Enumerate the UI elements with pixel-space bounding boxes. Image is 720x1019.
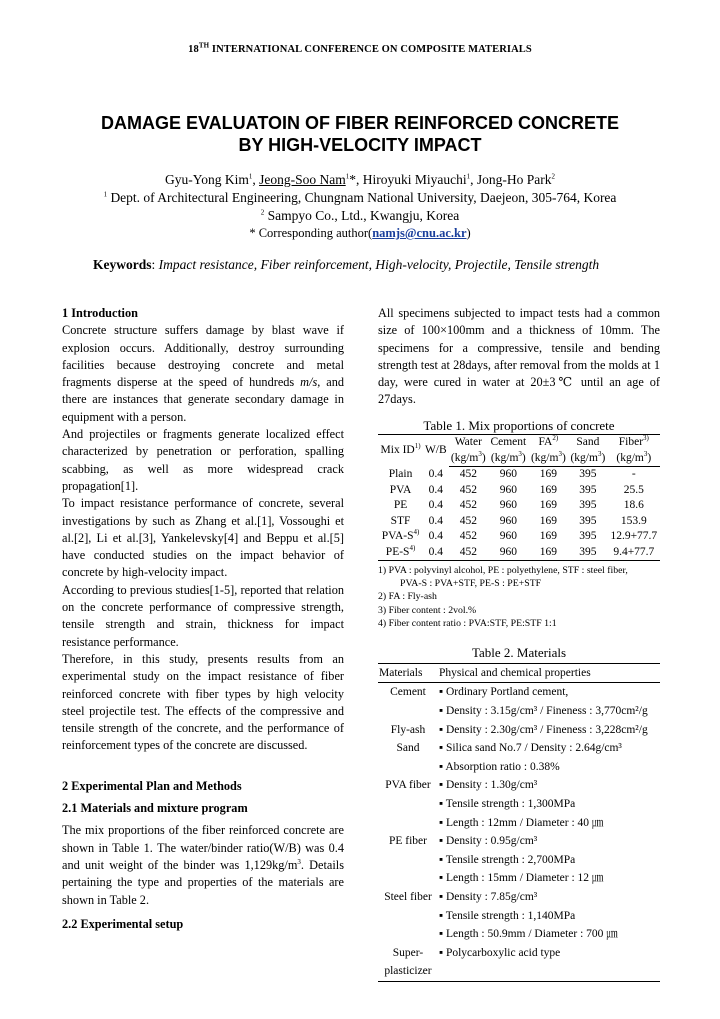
- t2-cell-material: Cement: [390, 686, 426, 699]
- t1-cell-water: 452: [459, 514, 477, 527]
- t1-cell-wb: 0.4: [428, 530, 444, 543]
- t1-header-fiber: [608, 435, 660, 451]
- t2-cell-material: [378, 869, 438, 888]
- t2-cell-property: ▪ Density : 7.85g/cm³: [439, 890, 538, 903]
- author-4: Jong-Ho Park: [476, 172, 552, 187]
- table-row: [378, 483, 660, 499]
- section-2-2-heading: 2.2 Experimental setup: [62, 916, 184, 931]
- author-3-affil: 1: [466, 172, 471, 181]
- corresponding-mark: *: [349, 172, 356, 187]
- intro-paragraph-3: To impact resistance performance of concrete, several investigations by such as Zhang et al.[1], Vossoughi et al.[2], Li et al.[3], Yankelevsky[4] and Beppu et al.[5] have conducted studies on the impact behavior of concrete by high-velocity impact.: [62, 496, 344, 580]
- author-4-affil: 2: [551, 172, 555, 181]
- table-row: [378, 758, 660, 777]
- t1-mix-id-text: PVA: [389, 483, 412, 496]
- right-column: [378, 305, 660, 982]
- table-2-header-row: [378, 664, 660, 683]
- t1-mix-id-text: PVA-S: [381, 530, 414, 543]
- table-1-notes: [378, 564, 660, 630]
- t1-cell-fiber: 25.5: [623, 483, 644, 496]
- affiliation-2-text: Sampyo Co., Ltd., Kwangju, Korea: [264, 208, 460, 223]
- table-row: [378, 721, 660, 740]
- table-2-caption: Table 2. Materials: [471, 645, 567, 661]
- t2-cell-property: ▪ Tensile strength : 1,140MPa: [439, 909, 576, 922]
- t1-cell-cement: 960: [488, 545, 529, 561]
- t2-cell-property: ▪ Absorption ratio : 0.38%: [439, 760, 560, 773]
- t1-unit: [529, 451, 569, 467]
- t1-cell-mix-id: [378, 514, 423, 530]
- title-line-2: BY HIGH-VELOCITY IMPACT: [238, 135, 482, 155]
- intro-paragraph-1: [62, 322, 344, 426]
- t2-cell-material: [378, 907, 438, 926]
- table-row: [378, 851, 660, 870]
- t1-unit-end: ): [647, 451, 652, 464]
- table-row: [378, 529, 660, 545]
- t1-header-fa: [529, 435, 569, 451]
- running-header: [0, 41, 720, 55]
- t2-cell-property: ▪ Ordinary Portland cement,: [439, 686, 569, 699]
- t1-cell-water: 452: [449, 545, 489, 561]
- t1-header-fa-sup: 2): [552, 434, 559, 443]
- t2-cell-material: Fly-ash: [390, 723, 426, 736]
- section-1-heading: 1 Introduction: [62, 306, 138, 320]
- t1-mix-id-text: PE: [393, 499, 408, 512]
- materials-p-part-b: . Details pertaining the type and properties of the materials are shown in Table 2.: [62, 857, 344, 907]
- t1-cell-sand: 395: [579, 530, 597, 543]
- table-row: [378, 814, 660, 833]
- t2-cell-property: ▪ Length : 15mm / Diameter : 12 ㎛: [439, 872, 604, 885]
- t1-note-1: 1) PVA : polyvinyl alcohol, PE : polyethylene, STF : steel fiber,: [378, 565, 628, 577]
- t1-cell-water: 452: [459, 530, 477, 543]
- table-1-body: [378, 467, 660, 561]
- left-column: [62, 305, 344, 933]
- t1-header-cement: Cement: [488, 435, 529, 451]
- table-row: [378, 702, 660, 721]
- t1-unit-end: ): [561, 451, 566, 464]
- t1-cell-fa: 169: [539, 483, 557, 496]
- t1-unit-end: ): [521, 451, 526, 464]
- intro-p1-part-b: , and there are instances that generate secondary damage in equipment with a person.: [62, 375, 344, 424]
- t1-mix-id-text: Plain: [388, 467, 413, 480]
- t1-unit-end: ): [481, 451, 486, 464]
- keywords: [93, 257, 693, 273]
- table-row: [378, 962, 660, 981]
- t2-cell-material: Super-: [392, 946, 424, 959]
- t2-cell-material: PE fiber: [388, 835, 427, 848]
- t1-unit: [608, 451, 660, 467]
- t1-unit-text: (kg/m: [530, 451, 559, 464]
- t2-cell-material: [378, 814, 438, 833]
- table-1-caption: Table 1. Mix proportions of concrete: [423, 417, 615, 433]
- t1-header-sand: Sand: [568, 435, 608, 451]
- t1-cell-wb: 0.4: [428, 483, 444, 496]
- t1-header-mix-text: Mix ID: [380, 444, 415, 457]
- corresponding-prefix: * Corresponding author(: [249, 226, 373, 240]
- table-row: [378, 498, 660, 514]
- corresponding-author: [0, 226, 720, 241]
- t1-cell-fiber: 12.9+77.7: [610, 530, 658, 543]
- t1-mix-id-text: STF: [390, 514, 411, 527]
- author-1: Gyu-Yong Kim: [165, 172, 249, 187]
- table-row: [378, 739, 660, 758]
- t2-cell-property: ▪ Length : 12mm / Diameter : 40 ㎛: [439, 816, 604, 829]
- t1-mix-id-text: PE-S: [385, 545, 410, 558]
- t1-cell-wb: 0.4: [428, 514, 444, 527]
- intro-p1-unit: m/s: [300, 375, 318, 390]
- t2-cell-property: ▪ Polycarboxylic acid type: [439, 946, 561, 959]
- t1-header-wb: W/B: [423, 435, 448, 467]
- table-1-mix-proportions: [378, 434, 660, 561]
- t1-cell-fa: 169: [539, 468, 557, 481]
- t1-cell-mix-id: [378, 467, 423, 483]
- intro-p1-part-a: Concrete structure suffers damage by blast wave if explosion occurs. Additionally, destroy surrounding facilities because destroying concrete and metal fragments disperse at the speed of hundreds: [62, 323, 344, 390]
- t1-cell-cement: 960: [499, 483, 517, 496]
- table-row: [378, 467, 660, 483]
- t2-cell-property: ▪ Density : 0.95g/cm³: [439, 835, 538, 848]
- email-link[interactable]: namjs@cnu.ac.kr: [372, 226, 467, 240]
- t1-cell-water: 452: [459, 483, 477, 496]
- t1-unit-sup: 3: [558, 449, 562, 458]
- t1-cell-fa: 169: [539, 499, 557, 512]
- table-2-materials: [378, 663, 660, 982]
- table-row: [378, 776, 660, 795]
- t1-cell-sand: 395: [579, 514, 597, 527]
- table-row: [378, 832, 660, 851]
- t2-cell-property: ▪ Tensile strength : 2,700MPa: [439, 853, 576, 866]
- section-2-1-heading: 2.1 Materials and mixture program: [62, 801, 248, 816]
- author-3: Hiroyuki Miyauchi: [362, 172, 467, 187]
- t2-cell-property: ▪ Density : 3.15g/cm³ / Fineness : 3,770cm²/g: [439, 704, 648, 717]
- table-row: [378, 545, 660, 561]
- t1-cell-wb: 0.4: [428, 499, 444, 512]
- t1-mix-id-sup: 4): [409, 543, 416, 552]
- table-2-body: [378, 683, 660, 982]
- t1-cell-sand: 395: [579, 483, 597, 496]
- author-1-affil: 1: [248, 172, 253, 181]
- t1-cell-fiber: 18.6: [623, 499, 644, 512]
- t1-header-mix-sup: 1): [414, 442, 421, 451]
- t1-header-fa-text: FA: [538, 436, 553, 449]
- t1-cell-fiber: -: [631, 468, 636, 481]
- t1-cell-water: 452: [459, 499, 477, 512]
- t1-cell-fa: 169: [539, 530, 557, 543]
- materials-p-part-a: The mix proportions of the fiber reinforced concrete are shown in Table 1. The water/binder ratio(W/B) was 0.4 and unit weight of the binder was 1,129kg/m: [62, 823, 344, 872]
- t1-cell-fa: 169: [529, 545, 569, 561]
- affiliation-1-number: 1: [103, 190, 108, 199]
- intro-paragraph-5: Therefore, in this study, presents results from an experimental study on the impact resistance of fiber reinforced concrete with fiber types by high velocity steel projectile test. The effects of the compressive and tensile strength of the concrete, and the performance of reinforcement types of the concrete are discussed.: [62, 651, 344, 753]
- keywords-text: Impact resistance, Fiber reinforcement, High-velocity, Projectile, Tensile strength: [158, 257, 600, 272]
- t2-cell-material: Sand: [396, 742, 420, 755]
- t1-note-2: 2) FA : Fly-ash: [378, 591, 437, 603]
- t2-cell-property: ▪ Length : 50.9mm / Diameter : 700 ㎛: [439, 928, 618, 941]
- keywords-separator: :: [151, 257, 159, 272]
- t1-cell-mix-id: [378, 545, 423, 561]
- t1-unit-sup: 3: [597, 449, 602, 458]
- t1-cell-water: 452: [459, 468, 477, 481]
- header-number: 18: [188, 44, 199, 55]
- affiliation-1: [0, 190, 720, 206]
- t1-cell-fiber: 9.4+77.7: [608, 545, 660, 561]
- t1-cell-wb: 0.4: [423, 545, 448, 561]
- t2-header-materials: Materials: [378, 664, 438, 683]
- table-row: [378, 888, 660, 907]
- table-row: [378, 514, 660, 530]
- section-2-heading: 2 Experimental Plan and Methods: [62, 778, 242, 793]
- t1-unit-sup: 3: [518, 449, 522, 458]
- t1-cell-mix-id: [378, 529, 423, 545]
- t1-unit-text: (kg/m: [616, 451, 644, 464]
- t1-cell-fiber: 153.9: [620, 514, 647, 527]
- table-row: [378, 907, 660, 926]
- t1-mix-id-sup: 4): [413, 528, 420, 537]
- t2-cell-material: Steel fiber: [384, 890, 432, 903]
- t1-unit: [568, 451, 608, 467]
- t1-cell-sand: 395: [579, 468, 597, 481]
- t2-cell-property: ▪ Tensile strength : 1,300MPa: [439, 797, 576, 810]
- table-row: [378, 925, 660, 944]
- t1-unit-text: (kg/m: [490, 451, 519, 464]
- t1-cell-cement: 960: [499, 530, 517, 543]
- t1-header-fiber-sup: 3): [643, 434, 649, 443]
- t1-unit-sup: 3: [478, 449, 482, 458]
- t2-cell-material: [378, 925, 438, 944]
- t2-cell-material: [378, 795, 438, 814]
- t1-unit-sup: 3: [643, 449, 648, 458]
- author-list: Gyu-Yong Kim$^1$, Jeong-Soo Nam$^1$*, Hiroyuki Miyauchi$^1$, Jong-Ho Park$^2$: [165, 172, 555, 187]
- author-2-affil: 1: [345, 172, 350, 181]
- t2-cell-property: ▪ Silica sand No.7 / Density : 2.64g/cm³: [439, 742, 622, 755]
- table-row: [378, 795, 660, 814]
- t2-cell-property: ▪ Density : 1.30g/cm³: [439, 779, 538, 792]
- header-superscript: TH: [198, 41, 210, 50]
- t2-cell-material: [378, 702, 438, 721]
- t1-cell-cement: 960: [499, 468, 517, 481]
- table-row: [378, 944, 660, 963]
- title-line-1: DAMAGE EVALUATOIN OF FIBER REINFORCED CONCRETE: [100, 113, 619, 133]
- header-text: INTERNATIONAL CONFERENCE ON COMPOSITE MATERIALS: [209, 44, 532, 55]
- t1-unit: [449, 451, 489, 467]
- t1-cell-fa: 169: [539, 514, 557, 527]
- t2-cell-material: plasticizer: [378, 962, 438, 981]
- table-row: [378, 683, 660, 702]
- t1-note-3: 3) Fiber content : 2vol.%: [378, 604, 477, 616]
- affiliation-2-number: 2: [260, 208, 265, 217]
- t1-cell-sand: 395: [568, 545, 608, 561]
- t1-cell-cement: 960: [499, 514, 517, 527]
- t1-cell-sand: 395: [579, 499, 597, 512]
- author-2: Jeong-Soo Nam: [259, 172, 346, 187]
- t1-header-mix-id: [378, 435, 423, 467]
- table-1-header-row: [378, 435, 660, 451]
- t1-cell-wb: 0.4: [428, 467, 444, 480]
- t1-header-water: Water: [449, 435, 489, 451]
- t1-unit-text: (kg/m: [570, 451, 598, 464]
- affiliation-2: [0, 208, 720, 224]
- t1-cell-mix-id: [378, 483, 423, 499]
- intro-paragraph-4: According to previous studies[1-5], reported that relation on the concrete performance of compressive strength, tensile strength and strain, thickness for impact resistance performance.: [62, 582, 344, 649]
- t1-unit-end: ): [601, 451, 606, 464]
- materials-paragraph: [62, 822, 344, 908]
- t1-note-1-cont: PVA-S : PVA+STF, PE-S : PE+STF: [400, 578, 542, 590]
- t1-unit-text: (kg/m: [450, 451, 479, 464]
- t1-note-4: 4) Fiber content ratio : PVA:STF, PE:STF 1:1: [378, 617, 557, 629]
- corresponding-suffix: ): [466, 226, 471, 240]
- table-row: [378, 869, 660, 888]
- t1-cell-cement: 960: [499, 499, 517, 512]
- t2-header-properties: Physical and chemical properties: [438, 664, 660, 683]
- paper-title: [40, 112, 680, 156]
- keywords-label: Keywords: [93, 257, 152, 272]
- t2-cell-material: [378, 851, 438, 870]
- specimen-paragraph: All specimens subjected to impact tests had a common size of 100×100mm and a thickness of 10mm. The specimens for a compressive, tensile and bending strength test at 28days, after removal from the molds at 1 day, were cured in water at 20±3℃ until an age of 27days.: [378, 306, 660, 407]
- t2-cell-material: [378, 758, 438, 777]
- t2-cell-property: [438, 962, 660, 981]
- intro-paragraph-2: And projectiles or fragments generate localized effect characterized by penetration or perforation, spalling scabbing, as well as more widespread crack propagation[1].: [62, 427, 344, 493]
- affiliation-1-text: Dept. of Architectural Engineering, Chungnam National University, Daejeon, 305-764, Korea: [107, 190, 617, 205]
- t1-header-fiber-text: Fiber: [618, 436, 644, 449]
- t2-cell-property: ▪ Density : 2.30g/cm³ / Fineness : 3,228cm²/g: [439, 723, 648, 736]
- t1-unit: [488, 451, 529, 467]
- t1-cell-mix-id: [378, 498, 423, 514]
- t2-cell-material: PVA fiber: [385, 779, 431, 792]
- materials-p-sup: 3: [297, 857, 301, 866]
